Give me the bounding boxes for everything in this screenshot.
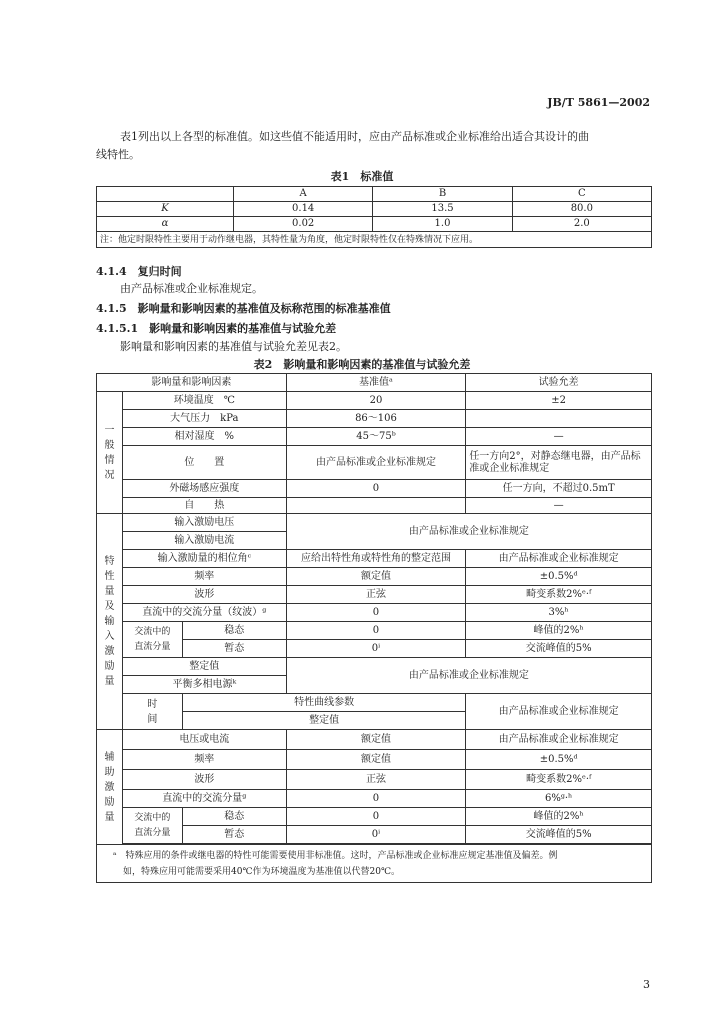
group-time: 时 间: [122, 694, 182, 730]
table-row: 整定值 由产品标准或企业标准规定: [97, 658, 652, 676]
table1: [96, 186, 652, 248]
table2-header-tolerance: 试验允差: [466, 374, 652, 392]
table2-caption: 表2 影响量和影响因素的基准值与试验允差: [253, 358, 471, 371]
table-row: 直流中的交流分量ᵍ 0 6%ᵍ·ʰ: [97, 790, 652, 808]
table-row: K 0.14 13.5 80.0: [97, 202, 652, 217]
table-row: 一 般 情 况 环境温度 ℃ 20 ±2: [97, 392, 652, 410]
table-row: 辅 助 激 励 量 电压或电流 额定值 由产品标准或企业标准规定: [97, 730, 652, 750]
section-4-1-5-1: 4.1.5.1 影响量和影响因素的基准值与试验允差: [96, 322, 337, 335]
table-row: 整定值: [97, 712, 652, 730]
group-general: 一 般 情 况: [97, 392, 123, 514]
table-row: 交流中的 直流分量 稳态 0 峰值的2%ʰ: [97, 622, 652, 640]
group-auxiliary: 辅 助 激 励 量: [97, 730, 123, 845]
table-row: 位 置 由产品标准或企业标准规定 任一方向2°，对静态继电器，由产品标准或企业标准规定: [97, 446, 652, 480]
intro-line-1: 表1列出以上各型的标准值。如这些值不能适用时，应由产品标准或企业标准给出适合其设计的曲: [120, 130, 589, 143]
table-row: 波形 正弦 畸变系数2%ᵉ·ᶠ: [97, 770, 652, 790]
table-row: 大气压力 kPa 86～106: [97, 410, 652, 428]
table2-footnote: ᵃ 特殊应用的条件或继电器的特性可能需要使用非标准值。这时，产品标准或企业标准应规定基准值及偏差。例 如，特殊应用可能需要采用40℃作为环境温度为基准值以代替20℃。: [97, 845, 652, 883]
table-row: 波形 正弦 畸变系数2%ᵉ·ᶠ: [97, 586, 652, 604]
table1-header-blank: [97, 187, 234, 202]
table1-header-b: B: [373, 187, 512, 202]
table-row: 暂态 0ⁱ 交流峰值的5%: [97, 826, 652, 844]
table-row: 交流中的 直流分量 稳态 0 峰值的2%ʰ: [97, 808, 652, 826]
table-row: 暂态 0ⁱ 交流峰值的5%: [97, 640, 652, 658]
table-row: 外磁场感应强度 0 任一方向，不超过0.5mT: [97, 480, 652, 498]
group-characteristic: 特 性 量 及 输 入 激 励 量: [97, 514, 123, 730]
table-row: 输入激励电流: [97, 532, 652, 550]
table1-header-c: C: [512, 187, 651, 202]
table1-note: 注：他定时限特性主要用于动作继电器，其特性量为角度，他定时限特性仅在特殊情况下应用。: [97, 232, 652, 248]
section-4-1-4: 4.1.4 复归时间: [96, 265, 182, 278]
table1-caption: 表1 标准值: [330, 170, 394, 183]
table2: [96, 373, 652, 883]
intro-paragraph: [96, 128, 656, 164]
table-row: 相对湿度 % 45～75ᵇ —: [97, 428, 652, 446]
section-4-1-4-text: 由产品标准或企业标准规定。: [120, 282, 263, 295]
section-4-1-5-1-text: 影响量和影响因素的基准值与试验允差见表2。: [120, 340, 347, 353]
table-row: 直流中的交流分量（纹波）ᵍ 0 3%ʰ: [97, 604, 652, 622]
page-number: 3: [643, 978, 650, 991]
intro-line-2: 线特性。: [96, 148, 140, 161]
table2-header-reference: 基准值ᵃ: [286, 374, 466, 392]
table2-header-factor: 影响量和影响因素: [97, 374, 287, 392]
table-row: 自 热 —: [97, 498, 652, 514]
table-row: 时 间 特性曲线参数 由产品标准或企业标准规定: [97, 694, 652, 712]
table-row: α 0.02 1.0 2.0: [97, 217, 652, 232]
table-row: 频率 额定值 ±0.5%ᵈ: [97, 750, 652, 770]
table-row: 特 性 量 及 输 入 激 励 量 输入激励电压 由产品标准或企业标准规定: [97, 514, 652, 532]
table-row: 频率 额定值 ±0.5%ᵈ: [97, 568, 652, 586]
section-4-1-5: 4.1.5 影响量和影响因素的基准值及标称范围的标准基准值: [96, 302, 391, 315]
table-row: 输入激励量的相位角ᶜ 应给出特性角或特性角的整定范围 由产品标准或企业标准规定: [97, 550, 652, 568]
standard-code: JB/T 5861—2002: [547, 96, 650, 109]
table-row: 平衡多相电源ᵏ: [97, 676, 652, 694]
table1-header-a: A: [234, 187, 373, 202]
